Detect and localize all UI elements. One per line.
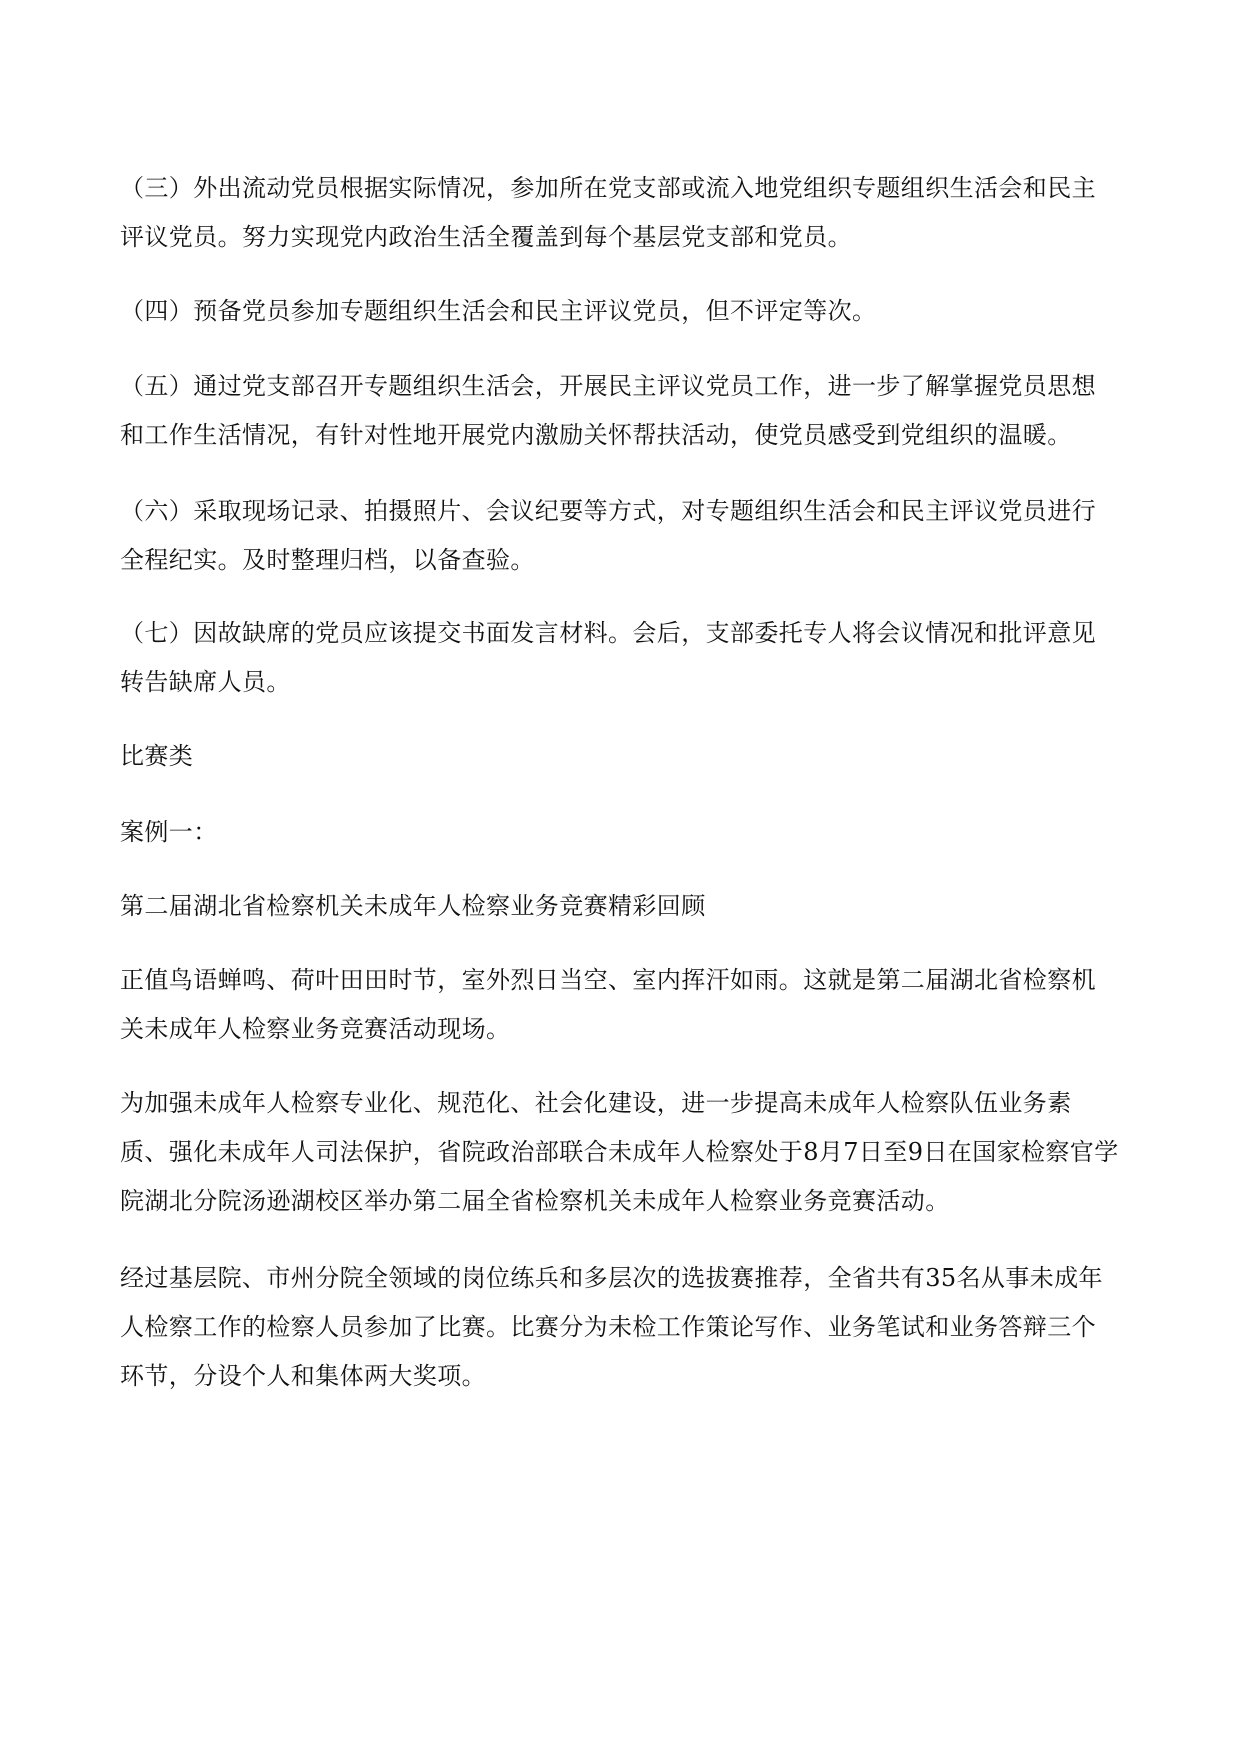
paragraph-scene: 正值鸟语蝉鸣、荷叶田田时节，室外烈日当空、室内挥汗如雨。这就是第二届湖北省检察机关未成年人检察业务竞赛活动现场。	[120, 966, 1096, 1043]
paragraph-purpose: 为加强未成年人检察专业化、规范化、社会化建设，进一步提高未成年人检察队伍业务素质、强化未成年人司法保护，省院政治部联合未成年人检察处于8月7日至9日在国家检察官学院湖北分院汤逊湖校区举办第二届全省检察机关未成年人检察业务竞赛活动。	[120, 1089, 1119, 1215]
paragraph-participants: 经过基层院、市州分院全领域的岗位练兵和多层次的选拔赛推荐，全省共有35名从事未成年人检察工作的检察人员参加了比赛。比赛分为未检工作策论写作、业务笔试和业务答辩三个环节，分设个人和集体两大奖项。	[120, 1264, 1103, 1390]
case-label: 案例一：	[120, 818, 218, 846]
paragraph-documentation: （六）采取现场记录、拍摄照片、会议纪要等方式，对专题组织生活会和民主评议党员进行全程纪实。及时整理归档，以备查验。	[120, 497, 1096, 574]
case-title: 第二届湖北省检察机关未成年人检察业务竞赛精彩回顾	[120, 892, 706, 920]
section-heading-competition: 比赛类	[120, 742, 194, 770]
paragraph-absent-members: （七）因故缺席的党员应该提交书面发言材料。会后，支部委托专人将会议情况和批评意见转告缺席人员。	[120, 619, 1096, 696]
paragraph-branch-meeting: （五）通过党支部召开专题组织生活会，开展民主评议党员工作，进一步了解掌握党员思想和工作生活情况，有针对性地开展党内激励关怀帮扶活动，使党员感受到党组织的温暖。	[120, 372, 1096, 449]
paragraph-probationary-members: （四）预备党员参加专题组织生活会和民主评议党员，但不评定等次。	[120, 297, 877, 325]
paragraph-mobile-members: （三）外出流动党员根据实际情况，参加所在党支部或流入地党组织专题组织生活会和民主评议党员。努力实现党内政治生活全覆盖到每个基层党支部和党员。	[120, 174, 1096, 251]
